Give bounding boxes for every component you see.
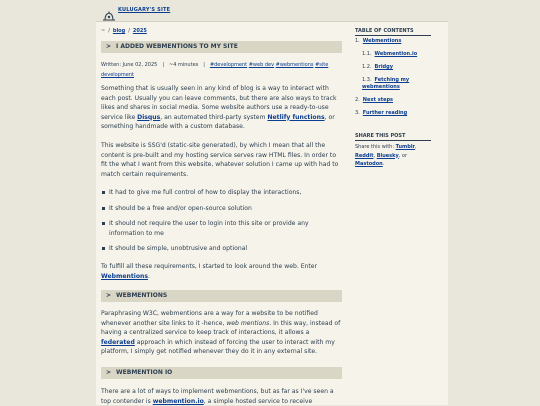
- requirements-list: [101, 188, 344, 260]
- site-title-link[interactable]: KULUGARY'S SITE: [118, 7, 171, 13]
- breadcrumb-separator: /: [108, 28, 110, 34]
- share-separator: ,: [373, 152, 377, 159]
- toc-link-webmention-io[interactable]: Webmention.io: [374, 51, 418, 57]
- tag-link[interactable]: #development: [209, 62, 248, 68]
- webmention-io-link[interactable]: webmention.io: [152, 397, 204, 405]
- list-item: It should be simple, unobtrusive and optional: [101, 244, 344, 254]
- toc-link-further-reading[interactable]: Further reading: [362, 110, 408, 116]
- toc-number: 1.1.: [362, 51, 372, 57]
- share-tumblr-link[interactable]: Tumblr: [395, 144, 416, 150]
- paragraph-text: There are a lot of ways to implement webmentions, but as far as I've seen a top contender is: [101, 388, 334, 405]
- emphasis-text: web mentions: [226, 319, 270, 327]
- share-mastodon-link[interactable]: Mastodon: [355, 161, 383, 167]
- paragraph-text: , or something handmade with a custom database.: [101, 113, 335, 130]
- toc-number: 2.: [355, 97, 360, 103]
- ssg-paragraph: This website is SSG'd (static-site generated), by which I mean that all the content is pre-built and my hosting service serves raw HTML files. In order to fit the what I want from this website, whatever solution I came up with had to match certain requirements.: [101, 142, 339, 178]
- toc-link-fetching[interactable]: Fetching my webmentions: [362, 77, 410, 90]
- tag-link[interactable]: #web dev: [248, 62, 275, 68]
- toc-number: 1.2.: [362, 64, 372, 70]
- post-read-time: ~4 minutes: [169, 62, 199, 68]
- paragraph-text: . In this way, instead of having a centralized service to keep track of interactions, it allows a: [101, 319, 341, 336]
- toc-link-next-steps[interactable]: Next steps: [362, 97, 394, 103]
- webmention-io-paragraph: [101, 387, 344, 406]
- toc-item: [355, 97, 435, 104]
- webmentions-paragraph: [101, 309, 344, 357]
- site-header: [96, 0, 448, 22]
- intro-paragraph: [101, 84, 344, 132]
- post-title-heading: [101, 41, 342, 53]
- toc-item: [355, 64, 435, 71]
- paragraph-text: To fulfill all these requirements, I started to look around the web. Enter: [101, 263, 318, 270]
- breadcrumb: [101, 28, 147, 34]
- meta-divider: |: [203, 62, 205, 68]
- tag-link[interactable]: #webmentions: [275, 62, 314, 68]
- share-bluesky-link[interactable]: Bluesky: [376, 152, 399, 159]
- post-date: Written: June 02, 2025: [101, 62, 158, 68]
- federated-link[interactable]: federated: [101, 338, 135, 346]
- paragraph-text: , a simple hosted service to receive: [203, 397, 313, 405]
- chevron-right-icon: >: [106, 292, 112, 299]
- webmentions-link[interactable]: Webmentions: [101, 272, 148, 280]
- toc-number: 1.3.: [362, 77, 372, 83]
- page-column: [96, 0, 448, 405]
- share-separator: , or: [398, 152, 408, 159]
- post-title: I ADDED WEBMENTIONS TO MY SITE: [116, 43, 238, 50]
- toc-item: [355, 77, 435, 91]
- chevron-right-icon: >: [106, 369, 112, 376]
- chevron-right-icon: >: [106, 43, 112, 50]
- toc-item: [355, 38, 435, 45]
- share-separator: ,: [415, 144, 417, 150]
- toc-item: [355, 110, 435, 117]
- enter-webmentions-paragraph: [101, 262, 344, 281]
- toc-title: TABLE OF CONTENTS: [355, 28, 431, 36]
- share-lead: Share this with:: [355, 144, 396, 150]
- paragraph-text: Something that is usually seen in any kind of blog is a way to interact with each post. Usually you can leave comments, but there are also ways to track likes and shares in social media. Some website authors use a ready-to-use service like: [101, 85, 337, 121]
- toc-link-webmentions[interactable]: Webmentions: [362, 38, 402, 44]
- share-links: [355, 143, 435, 169]
- breadcrumb-separator: /: [128, 28, 130, 34]
- breadcrumb-home[interactable]: ~: [101, 28, 106, 34]
- table-of-contents: [355, 38, 435, 123]
- netlify-functions-link[interactable]: Netlify functions: [267, 113, 325, 121]
- meta-divider: |: [162, 62, 165, 68]
- section-title: WEBMENTION IO: [116, 369, 173, 376]
- toc-item: [355, 51, 435, 58]
- lamp-logo-icon[interactable]: [102, 6, 116, 16]
- post-meta: [101, 60, 346, 80]
- section-title: WEBMENTIONS: [116, 292, 168, 299]
- paragraph-text: approach in which instead of forcing the user to interact with my platform, I simply get notified whenever they do it in any external site.: [101, 338, 335, 355]
- share-title: SHARE THIS POST: [355, 133, 431, 141]
- share-end: .: [382, 161, 385, 167]
- breadcrumb-blog-link[interactable]: blog: [112, 28, 126, 34]
- webmentions-heading: [101, 290, 342, 302]
- toc-number: 1.: [355, 38, 360, 44]
- toc-number: 3.: [355, 110, 360, 116]
- breadcrumb-year-link[interactable]: 2025: [132, 28, 147, 34]
- paragraph-text: Paraphrasing W3C, webmentions are a way for a website to be notified whenever another site links to it -hence,: [101, 310, 318, 327]
- toc-link-bridgy[interactable]: Bridgy: [374, 64, 393, 70]
- list-item: It had to give me full control of how to display the interactions,: [101, 188, 344, 198]
- share-reddit-link[interactable]: Reddit: [355, 152, 374, 159]
- paragraph-text: .: [147, 272, 150, 280]
- list-item: It should be a free and/or open-source solution: [101, 204, 344, 214]
- tag-link[interactable]: #site development: [101, 62, 329, 78]
- list-item: It should not require the user to login into this site or provide any information to me: [101, 219, 344, 238]
- disqus-link[interactable]: Disqus: [137, 113, 161, 121]
- paragraph-text: , an automated third-party system: [160, 113, 268, 121]
- webmention-io-heading: [101, 367, 342, 379]
